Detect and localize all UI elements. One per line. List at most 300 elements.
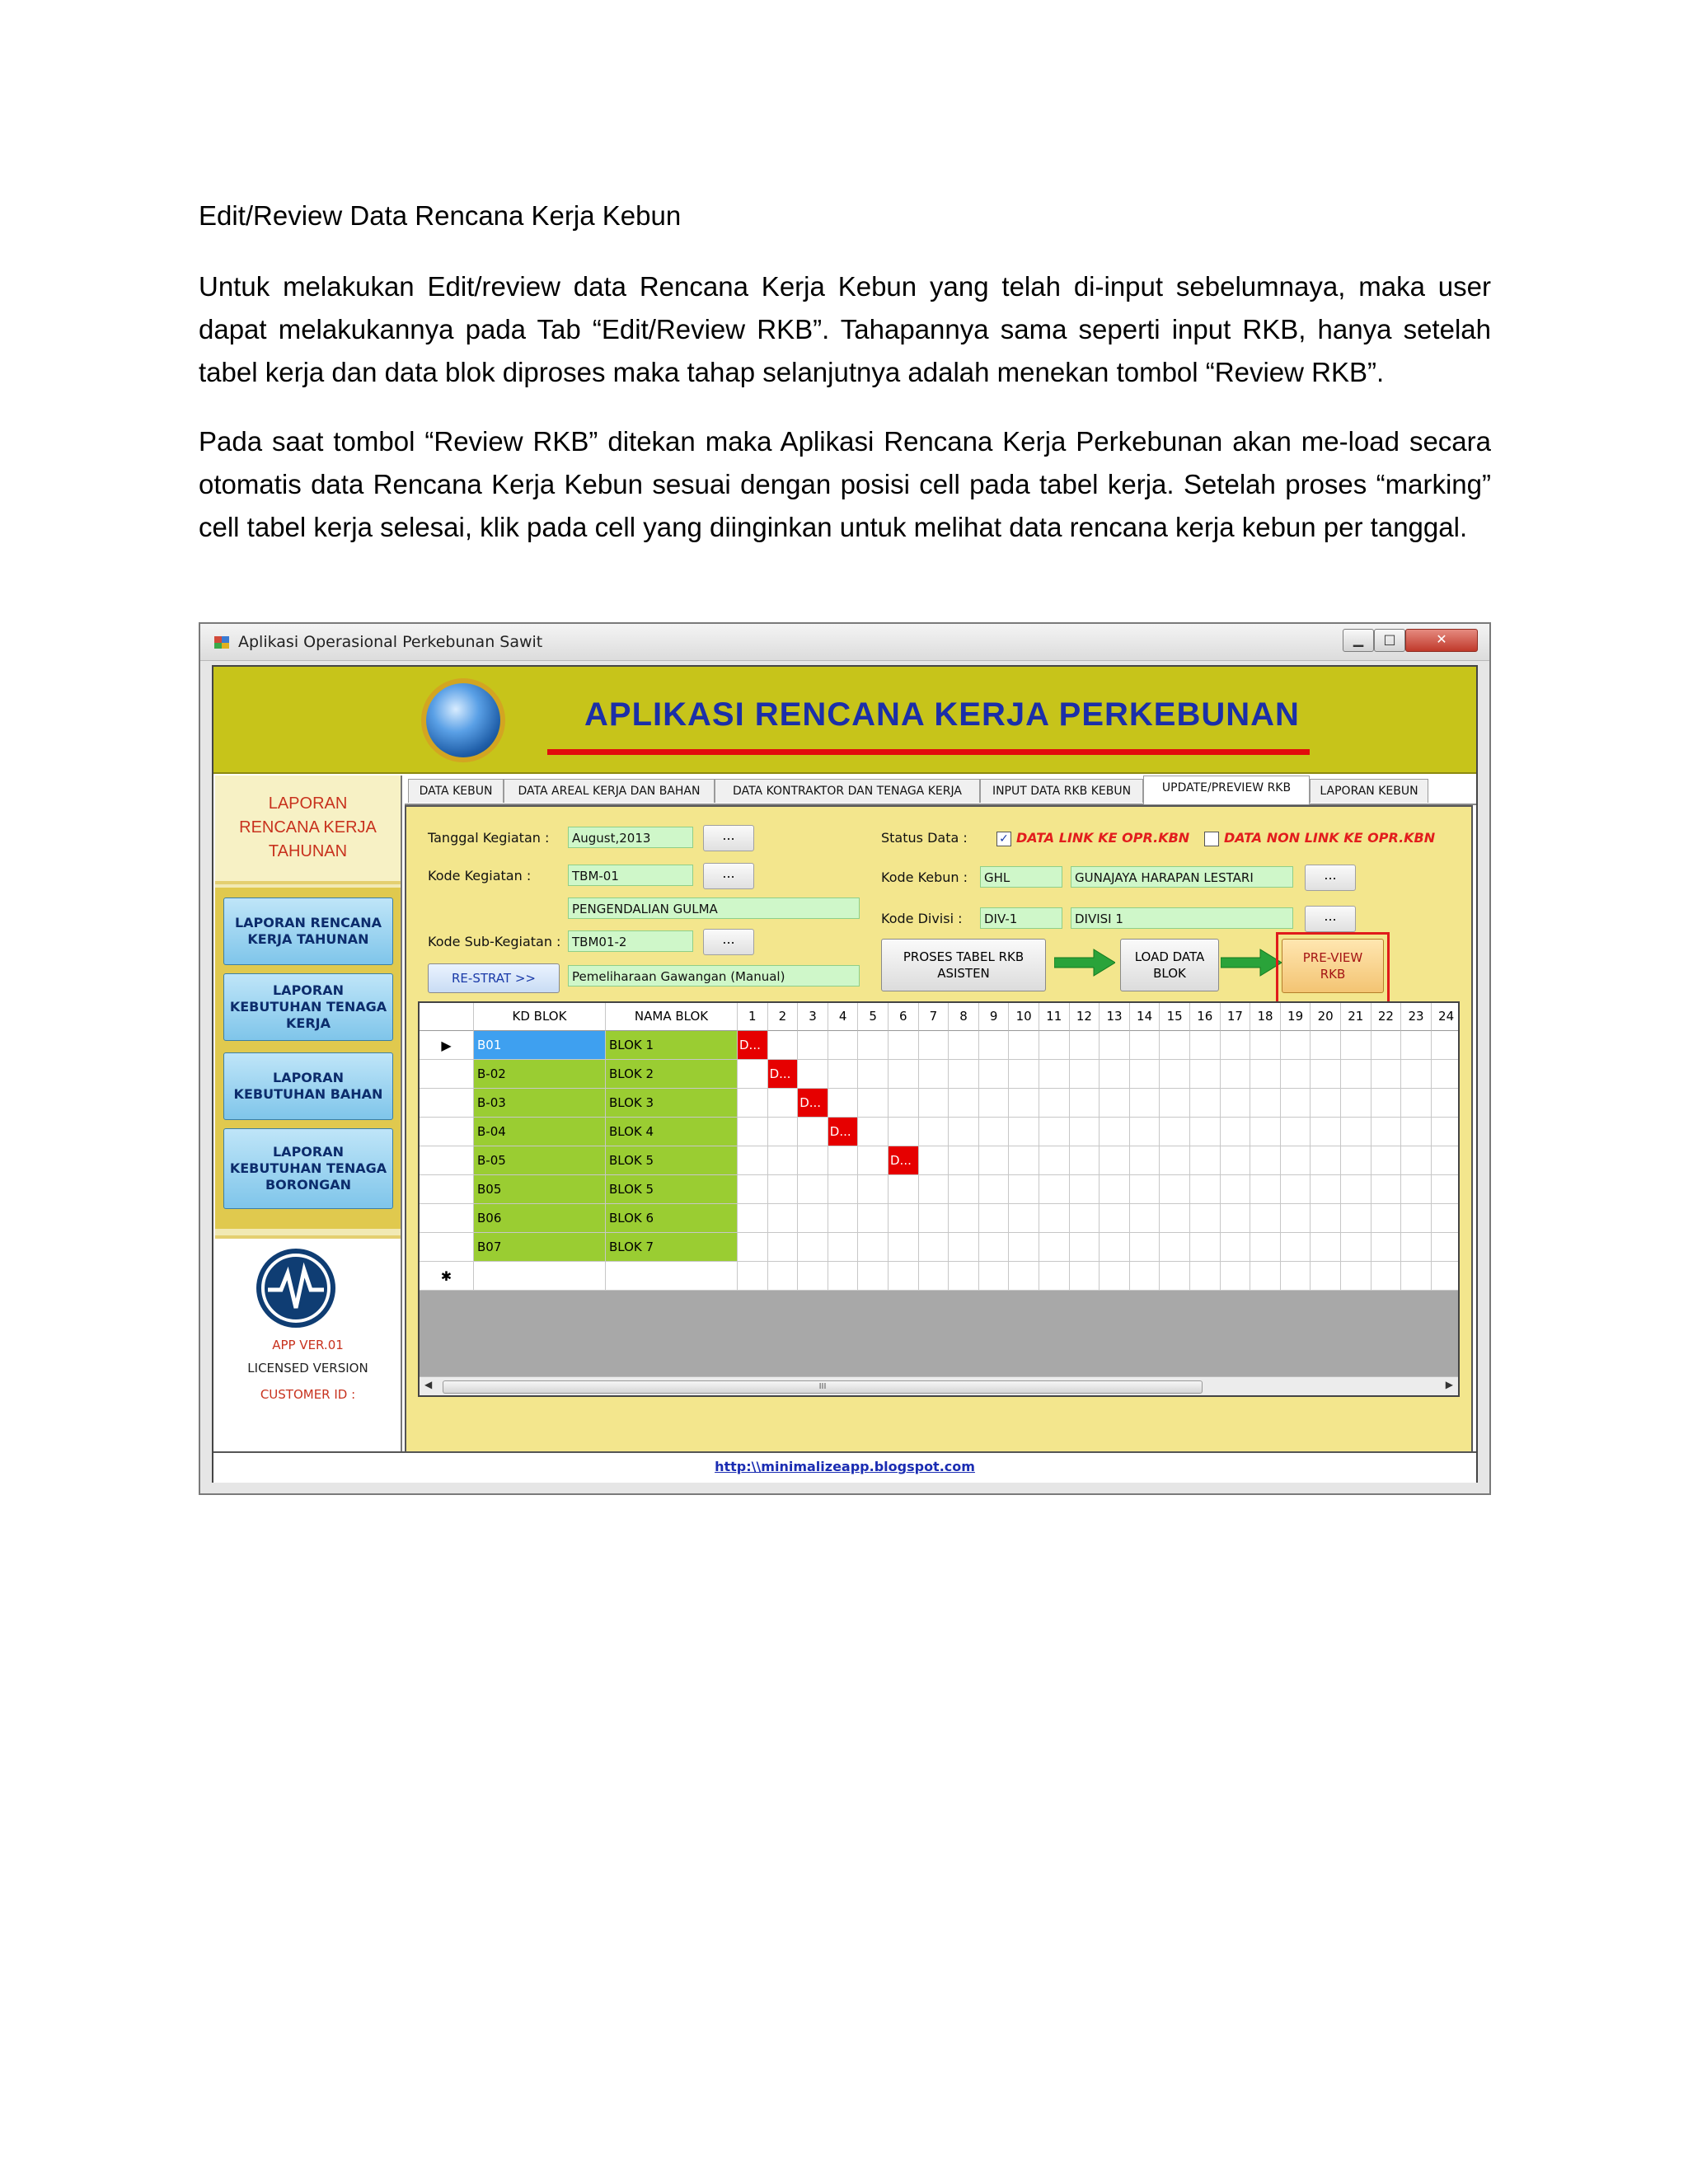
cell-day[interactable] <box>1401 1031 1432 1060</box>
new-row-cell[interactable] <box>474 1262 606 1291</box>
cell-day[interactable] <box>919 1175 950 1204</box>
cell-kd-blok[interactable]: B01 <box>474 1031 606 1060</box>
cell-day[interactable] <box>1070 1089 1100 1118</box>
cell-day[interactable] <box>1039 1146 1070 1175</box>
load-data-blok-button[interactable] <box>1120 939 1219 991</box>
scroll-left-icon[interactable]: ◀ <box>424 1379 433 1390</box>
restrat-button[interactable]: RE-STRAT >> <box>428 963 560 993</box>
new-row-cell[interactable] <box>1432 1262 1460 1291</box>
cell-day[interactable] <box>1281 1175 1311 1204</box>
cell-kd-blok[interactable]: B05 <box>474 1175 606 1204</box>
laporan-rkt-button[interactable] <box>223 898 393 965</box>
cell-kd-blok[interactable]: B-05 <box>474 1146 606 1175</box>
cell-day[interactable]: D... <box>889 1146 919 1175</box>
footer-link[interactable]: http:\\minimalizeapp.blogspot.com <box>213 1451 1476 1483</box>
cell-day[interactable] <box>828 1060 859 1089</box>
cell-day[interactable] <box>828 1031 859 1060</box>
cell-day[interactable] <box>1100 1031 1130 1060</box>
cell-day[interactable] <box>1250 1175 1281 1204</box>
laporan-borongan-button[interactable] <box>223 1128 393 1209</box>
cell-day[interactable] <box>798 1204 828 1233</box>
cell-day[interactable] <box>828 1204 859 1233</box>
cell-day[interactable] <box>1432 1118 1460 1146</box>
cell-day[interactable] <box>798 1060 828 1089</box>
kebun-name-field[interactable]: GUNAJAYA HARAPAN LESTARI <box>1071 866 1293 888</box>
new-row-cell[interactable] <box>1372 1262 1402 1291</box>
cell-nama-blok[interactable]: BLOK 5 <box>606 1175 738 1204</box>
cell-day[interactable] <box>1130 1146 1160 1175</box>
row-header[interactable] <box>420 1089 474 1118</box>
cell-day[interactable] <box>1401 1233 1432 1262</box>
new-row-cell[interactable] <box>1281 1262 1311 1291</box>
cell-day[interactable] <box>1432 1031 1460 1060</box>
cell-day[interactable] <box>1372 1031 1402 1060</box>
cell-day[interactable] <box>768 1031 799 1060</box>
cell-day[interactable] <box>1432 1089 1460 1118</box>
cell-day[interactable] <box>1160 1204 1190 1233</box>
cell-day[interactable] <box>1372 1060 1402 1089</box>
new-row-cell[interactable] <box>919 1262 950 1291</box>
cell-day[interactable] <box>1250 1031 1281 1060</box>
nonlink-checkbox[interactable] <box>1204 832 1219 846</box>
cell-day[interactable] <box>1039 1031 1070 1060</box>
cell-day[interactable] <box>889 1031 919 1060</box>
cell-day[interactable]: D... <box>828 1118 859 1146</box>
column-header-day[interactable]: 14 <box>1130 1003 1160 1031</box>
cell-day[interactable] <box>1100 1204 1130 1233</box>
cell-day[interactable] <box>1039 1233 1070 1262</box>
column-header-day[interactable]: 11 <box>1039 1003 1070 1031</box>
new-row-cell[interactable] <box>1401 1262 1432 1291</box>
cell-day[interactable] <box>738 1175 768 1204</box>
cell-day[interactable] <box>1341 1031 1372 1060</box>
cell-day[interactable] <box>1190 1233 1221 1262</box>
cell-day[interactable] <box>858 1031 889 1060</box>
cell-day[interactable] <box>1100 1146 1130 1175</box>
column-header-day[interactable]: 19 <box>1281 1003 1311 1031</box>
kebun-code-field[interactable]: GHL <box>980 866 1062 888</box>
new-row-cell[interactable] <box>798 1262 828 1291</box>
cell-day[interactable] <box>1311 1060 1341 1089</box>
divisi-picker-button[interactable]: ... <box>1305 906 1356 932</box>
column-header-day[interactable]: 6 <box>889 1003 919 1031</box>
cell-day[interactable] <box>1281 1233 1311 1262</box>
cell-day[interactable] <box>979 1146 1010 1175</box>
new-row-cell[interactable] <box>858 1262 889 1291</box>
close-button[interactable] <box>1405 629 1478 652</box>
cell-day[interactable] <box>1160 1146 1190 1175</box>
cell-day[interactable] <box>949 1031 979 1060</box>
new-row-cell[interactable] <box>1160 1262 1190 1291</box>
cell-day[interactable] <box>949 1089 979 1118</box>
column-header-day[interactable]: 12 <box>1070 1003 1100 1031</box>
cell-day[interactable] <box>1281 1060 1311 1089</box>
new-row-cell[interactable] <box>1039 1262 1070 1291</box>
cell-day[interactable] <box>1372 1146 1402 1175</box>
cell-day[interactable] <box>1160 1060 1190 1089</box>
cell-day[interactable] <box>768 1233 799 1262</box>
tab-update-preview-rkb[interactable]: UPDATE/PREVIEW RKB <box>1143 776 1310 804</box>
cell-day[interactable] <box>1250 1204 1281 1233</box>
cell-day[interactable] <box>1190 1060 1221 1089</box>
row-header[interactable] <box>420 1175 474 1204</box>
cell-day[interactable] <box>1432 1233 1460 1262</box>
cell-day[interactable] <box>1250 1060 1281 1089</box>
cell-day[interactable] <box>1039 1089 1070 1118</box>
cell-day[interactable] <box>858 1175 889 1204</box>
cell-day[interactable] <box>828 1146 859 1175</box>
cell-day[interactable] <box>768 1204 799 1233</box>
cell-day[interactable] <box>949 1146 979 1175</box>
cell-day[interactable] <box>1372 1089 1402 1118</box>
new-row-cell[interactable] <box>1009 1262 1039 1291</box>
cell-day[interactable] <box>1341 1204 1372 1233</box>
tab-laporan-kebun[interactable]: LAPORAN KEBUN <box>1310 779 1428 803</box>
row-header[interactable] <box>420 1146 474 1175</box>
row-header[interactable] <box>420 1118 474 1146</box>
cell-day[interactable] <box>738 1204 768 1233</box>
new-row-cell[interactable] <box>1221 1262 1251 1291</box>
cell-day[interactable] <box>1190 1089 1221 1118</box>
column-header-day[interactable]: 9 <box>979 1003 1010 1031</box>
cell-day[interactable] <box>1100 1089 1130 1118</box>
cell-day[interactable] <box>1311 1031 1341 1060</box>
cell-day[interactable] <box>858 1204 889 1233</box>
cell-day[interactable] <box>858 1146 889 1175</box>
tab-data-areal[interactable]: DATA AREAL KERJA DAN BAHAN <box>504 779 715 803</box>
column-header-day[interactable]: 23 <box>1401 1003 1432 1031</box>
cell-day[interactable] <box>1130 1118 1160 1146</box>
cell-day[interactable] <box>828 1175 859 1204</box>
cell-day[interactable] <box>1190 1204 1221 1233</box>
new-row-cell[interactable] <box>606 1262 738 1291</box>
cell-day[interactable] <box>1100 1118 1130 1146</box>
cell-day[interactable] <box>1009 1089 1039 1118</box>
cell-kd-blok[interactable]: B-04 <box>474 1118 606 1146</box>
cell-day[interactable] <box>738 1233 768 1262</box>
cell-day[interactable] <box>949 1060 979 1089</box>
column-header-day[interactable]: 5 <box>858 1003 889 1031</box>
cell-day[interactable] <box>1401 1118 1432 1146</box>
cell-day[interactable] <box>1070 1204 1100 1233</box>
column-header-day[interactable]: 2 <box>768 1003 799 1031</box>
column-header-day[interactable]: 13 <box>1100 1003 1130 1031</box>
preview-rkb-button[interactable] <box>1282 939 1384 993</box>
cell-day[interactable] <box>1009 1118 1039 1146</box>
cell-day[interactable] <box>889 1175 919 1204</box>
cell-day[interactable] <box>1190 1031 1221 1060</box>
kode-sub-field[interactable]: TBM01-2 <box>568 930 693 952</box>
cell-day[interactable] <box>1281 1031 1311 1060</box>
cell-day[interactable] <box>1009 1204 1039 1233</box>
cell-day[interactable] <box>889 1060 919 1089</box>
minimize-button[interactable] <box>1343 629 1374 652</box>
cell-day[interactable] <box>949 1118 979 1146</box>
cell-day[interactable] <box>1009 1175 1039 1204</box>
cell-day[interactable] <box>1221 1089 1251 1118</box>
new-row-cell[interactable] <box>1130 1262 1160 1291</box>
cell-nama-blok[interactable]: BLOK 3 <box>606 1089 738 1118</box>
column-header-day[interactable]: 10 <box>1009 1003 1039 1031</box>
new-row-cell[interactable] <box>738 1262 768 1291</box>
cell-day[interactable] <box>768 1118 799 1146</box>
cell-day[interactable] <box>768 1146 799 1175</box>
new-row-cell[interactable] <box>889 1262 919 1291</box>
kegiatan-name-field[interactable]: PENGENDALIAN GULMA <box>568 898 860 919</box>
cell-day[interactable] <box>1281 1204 1311 1233</box>
new-row-cell[interactable] <box>1311 1262 1341 1291</box>
laporan-tenaga-kerja-button[interactable] <box>223 973 393 1041</box>
row-header[interactable] <box>420 1233 474 1262</box>
cell-day[interactable] <box>979 1031 1010 1060</box>
cell-day[interactable] <box>1341 1060 1372 1089</box>
cell-day[interactable] <box>1372 1118 1402 1146</box>
column-header-day[interactable]: 3 <box>798 1003 828 1031</box>
new-row-cell[interactable] <box>1250 1262 1281 1291</box>
cell-day[interactable] <box>1070 1118 1100 1146</box>
cell-day[interactable] <box>919 1204 950 1233</box>
cell-day[interactable] <box>1341 1233 1372 1262</box>
cell-day[interactable] <box>1009 1233 1039 1262</box>
new-row-header[interactable]: ✱ <box>420 1262 474 1291</box>
cell-day[interactable] <box>1190 1146 1221 1175</box>
cell-day[interactable] <box>979 1233 1010 1262</box>
kode-kegiatan-field[interactable]: TBM-01 <box>568 865 693 886</box>
column-header-day[interactable]: 17 <box>1221 1003 1251 1031</box>
cell-day[interactable] <box>858 1118 889 1146</box>
column-header-nama-blok[interactable]: NAMA BLOK <box>606 1003 738 1031</box>
kode-kegiatan-button[interactable]: ... <box>703 863 754 889</box>
tab-input-rkb[interactable]: INPUT DATA RKB KEBUN <box>980 779 1143 803</box>
cell-day[interactable] <box>1039 1060 1070 1089</box>
cell-day[interactable] <box>1250 1146 1281 1175</box>
cell-day[interactable] <box>1221 1031 1251 1060</box>
cell-day[interactable] <box>1221 1146 1251 1175</box>
new-row-cell[interactable] <box>949 1262 979 1291</box>
cell-day[interactable] <box>1372 1204 1402 1233</box>
cell-day[interactable] <box>828 1089 859 1118</box>
horizontal-scrollbar[interactable] <box>420 1376 1458 1395</box>
new-row-cell[interactable] <box>1100 1262 1130 1291</box>
cell-day[interactable] <box>1160 1031 1190 1060</box>
new-row-cell[interactable] <box>979 1262 1010 1291</box>
cell-day[interactable] <box>979 1175 1010 1204</box>
cell-day[interactable] <box>798 1031 828 1060</box>
cell-day[interactable] <box>979 1118 1010 1146</box>
cell-day[interactable] <box>1401 1175 1432 1204</box>
kode-sub-button[interactable]: ... <box>703 929 754 955</box>
cell-day[interactable] <box>1401 1089 1432 1118</box>
cell-day[interactable] <box>1009 1031 1039 1060</box>
cell-day[interactable] <box>949 1233 979 1262</box>
cell-day[interactable] <box>1221 1118 1251 1146</box>
cell-day[interactable]: D... <box>738 1031 768 1060</box>
cell-day[interactable] <box>1039 1118 1070 1146</box>
cell-day[interactable] <box>1009 1146 1039 1175</box>
cell-day[interactable] <box>1401 1060 1432 1089</box>
new-row-cell[interactable] <box>828 1262 859 1291</box>
cell-nama-blok[interactable]: BLOK 2 <box>606 1060 738 1089</box>
cell-day[interactable] <box>889 1118 919 1146</box>
cell-day[interactable] <box>798 1233 828 1262</box>
cell-nama-blok[interactable]: BLOK 7 <box>606 1233 738 1262</box>
cell-day[interactable] <box>1432 1175 1460 1204</box>
cell-day[interactable] <box>1039 1204 1070 1233</box>
cell-day[interactable] <box>1372 1175 1402 1204</box>
cell-day[interactable] <box>1160 1089 1190 1118</box>
column-header-day[interactable]: 21 <box>1341 1003 1372 1031</box>
cell-day[interactable] <box>889 1204 919 1233</box>
column-header-day[interactable]: 4 <box>828 1003 859 1031</box>
column-header-day[interactable]: 1 <box>738 1003 768 1031</box>
cell-day[interactable] <box>1401 1204 1432 1233</box>
column-header-day[interactable]: 18 <box>1250 1003 1281 1031</box>
cell-day[interactable] <box>1130 1060 1160 1089</box>
cell-day[interactable] <box>798 1118 828 1146</box>
cell-day[interactable] <box>889 1233 919 1262</box>
cell-day[interactable] <box>858 1060 889 1089</box>
column-header-kd-blok[interactable]: KD BLOK <box>474 1003 606 1031</box>
cell-day[interactable] <box>1100 1060 1130 1089</box>
column-header-day[interactable]: 22 <box>1372 1003 1402 1031</box>
cell-day[interactable] <box>1281 1118 1311 1146</box>
cell-day[interactable] <box>1401 1146 1432 1175</box>
new-row-cell[interactable] <box>1190 1262 1221 1291</box>
cell-day[interactable] <box>1311 1146 1341 1175</box>
cell-day[interactable] <box>798 1175 828 1204</box>
cell-day[interactable] <box>1311 1233 1341 1262</box>
scroll-thumb[interactable]: III <box>443 1380 1203 1394</box>
proses-tabel-button[interactable] <box>881 939 1046 991</box>
cell-day[interactable]: D... <box>768 1060 799 1089</box>
tab-data-kontraktor[interactable]: DATA KONTRAKTOR DAN TENAGA KERJA <box>715 779 980 803</box>
cell-day[interactable] <box>1250 1233 1281 1262</box>
cell-day[interactable] <box>1070 1233 1100 1262</box>
maximize-button[interactable] <box>1374 629 1405 652</box>
cell-day[interactable] <box>979 1204 1010 1233</box>
cell-nama-blok[interactable]: BLOK 6 <box>606 1204 738 1233</box>
cell-day[interactable] <box>1250 1089 1281 1118</box>
scroll-right-icon[interactable]: ▶ <box>1445 1379 1453 1390</box>
cell-kd-blok[interactable]: B07 <box>474 1233 606 1262</box>
cell-day[interactable] <box>738 1089 768 1118</box>
cell-day[interactable] <box>1432 1204 1460 1233</box>
cell-day[interactable] <box>889 1089 919 1118</box>
cell-day[interactable] <box>1160 1175 1190 1204</box>
row-header[interactable] <box>420 1060 474 1089</box>
cell-day[interactable] <box>1341 1146 1372 1175</box>
cell-day[interactable] <box>1221 1175 1251 1204</box>
new-row-cell[interactable] <box>1070 1262 1100 1291</box>
row-header[interactable]: ▶ <box>420 1031 474 1060</box>
new-row-cell[interactable] <box>768 1262 799 1291</box>
cell-day[interactable] <box>1221 1204 1251 1233</box>
cell-day[interactable] <box>1160 1233 1190 1262</box>
new-row-cell[interactable] <box>1341 1262 1372 1291</box>
cell-day[interactable] <box>738 1118 768 1146</box>
cell-day[interactable] <box>1311 1089 1341 1118</box>
cell-day[interactable] <box>1009 1060 1039 1089</box>
cell-day[interactable] <box>1372 1233 1402 1262</box>
tab-data-kebun[interactable]: DATA KEBUN <box>408 779 504 803</box>
cell-day[interactable] <box>1341 1089 1372 1118</box>
cell-day[interactable] <box>1130 1233 1160 1262</box>
column-header-day[interactable]: 15 <box>1160 1003 1190 1031</box>
cell-day[interactable] <box>858 1233 889 1262</box>
cell-day[interactable] <box>1070 1031 1100 1060</box>
cell-day[interactable] <box>1311 1204 1341 1233</box>
sub-name-field[interactable]: Pemeliharaan Gawangan (Manual) <box>568 965 860 987</box>
cell-day[interactable] <box>1250 1118 1281 1146</box>
column-header-day[interactable]: 7 <box>919 1003 950 1031</box>
divisi-code-field[interactable]: DIV-1 <box>980 907 1062 929</box>
cell-nama-blok[interactable]: BLOK 5 <box>606 1146 738 1175</box>
cell-kd-blok[interactable]: B06 <box>474 1204 606 1233</box>
cell-day[interactable] <box>1130 1204 1160 1233</box>
cell-day[interactable] <box>1070 1175 1100 1204</box>
cell-day[interactable] <box>768 1175 799 1204</box>
cell-day[interactable] <box>828 1233 859 1262</box>
cell-day[interactable] <box>1160 1118 1190 1146</box>
kebun-picker-button[interactable]: ... <box>1305 865 1356 891</box>
cell-day[interactable] <box>979 1089 1010 1118</box>
cell-day[interactable] <box>768 1089 799 1118</box>
cell-day[interactable] <box>1221 1233 1251 1262</box>
cell-day[interactable] <box>1070 1146 1100 1175</box>
cell-day[interactable] <box>1432 1060 1460 1089</box>
cell-day[interactable] <box>1432 1146 1460 1175</box>
row-header[interactable] <box>420 1204 474 1233</box>
cell-day[interactable] <box>1130 1089 1160 1118</box>
cell-day[interactable] <box>798 1146 828 1175</box>
cell-day[interactable] <box>1281 1146 1311 1175</box>
laporan-bahan-button[interactable] <box>223 1052 393 1120</box>
cell-day[interactable] <box>979 1060 1010 1089</box>
cell-day[interactable] <box>949 1204 979 1233</box>
cell-kd-blok[interactable]: B-03 <box>474 1089 606 1118</box>
column-header-day[interactable]: 16 <box>1190 1003 1221 1031</box>
cell-day[interactable] <box>919 1146 950 1175</box>
cell-day[interactable]: D... <box>798 1089 828 1118</box>
cell-day[interactable] <box>1070 1060 1100 1089</box>
tanggal-field[interactable]: August,2013 <box>568 827 693 848</box>
cell-day[interactable] <box>1221 1060 1251 1089</box>
cell-day[interactable] <box>1341 1118 1372 1146</box>
cell-day[interactable] <box>919 1118 950 1146</box>
cell-day[interactable] <box>919 1233 950 1262</box>
cell-day[interactable] <box>1190 1175 1221 1204</box>
cell-day[interactable] <box>1190 1118 1221 1146</box>
cell-day[interactable] <box>1130 1175 1160 1204</box>
cell-day[interactable] <box>1100 1233 1130 1262</box>
cell-day[interactable] <box>858 1089 889 1118</box>
cell-day[interactable] <box>1311 1175 1341 1204</box>
cell-day[interactable] <box>1039 1175 1070 1204</box>
cell-day[interactable] <box>919 1060 950 1089</box>
cell-nama-blok[interactable]: BLOK 1 <box>606 1031 738 1060</box>
cell-day[interactable] <box>1130 1031 1160 1060</box>
cell-day[interactable] <box>738 1146 768 1175</box>
column-header-day[interactable]: 24 <box>1432 1003 1460 1031</box>
cell-day[interactable] <box>1311 1118 1341 1146</box>
cell-day[interactable] <box>919 1031 950 1060</box>
cell-kd-blok[interactable]: B-02 <box>474 1060 606 1089</box>
divisi-name-field[interactable]: DIVISI 1 <box>1071 907 1293 929</box>
column-header-day[interactable]: 20 <box>1311 1003 1341 1031</box>
link-checkbox[interactable] <box>996 832 1011 846</box>
column-header-day[interactable]: 8 <box>949 1003 979 1031</box>
cell-day[interactable] <box>919 1089 950 1118</box>
